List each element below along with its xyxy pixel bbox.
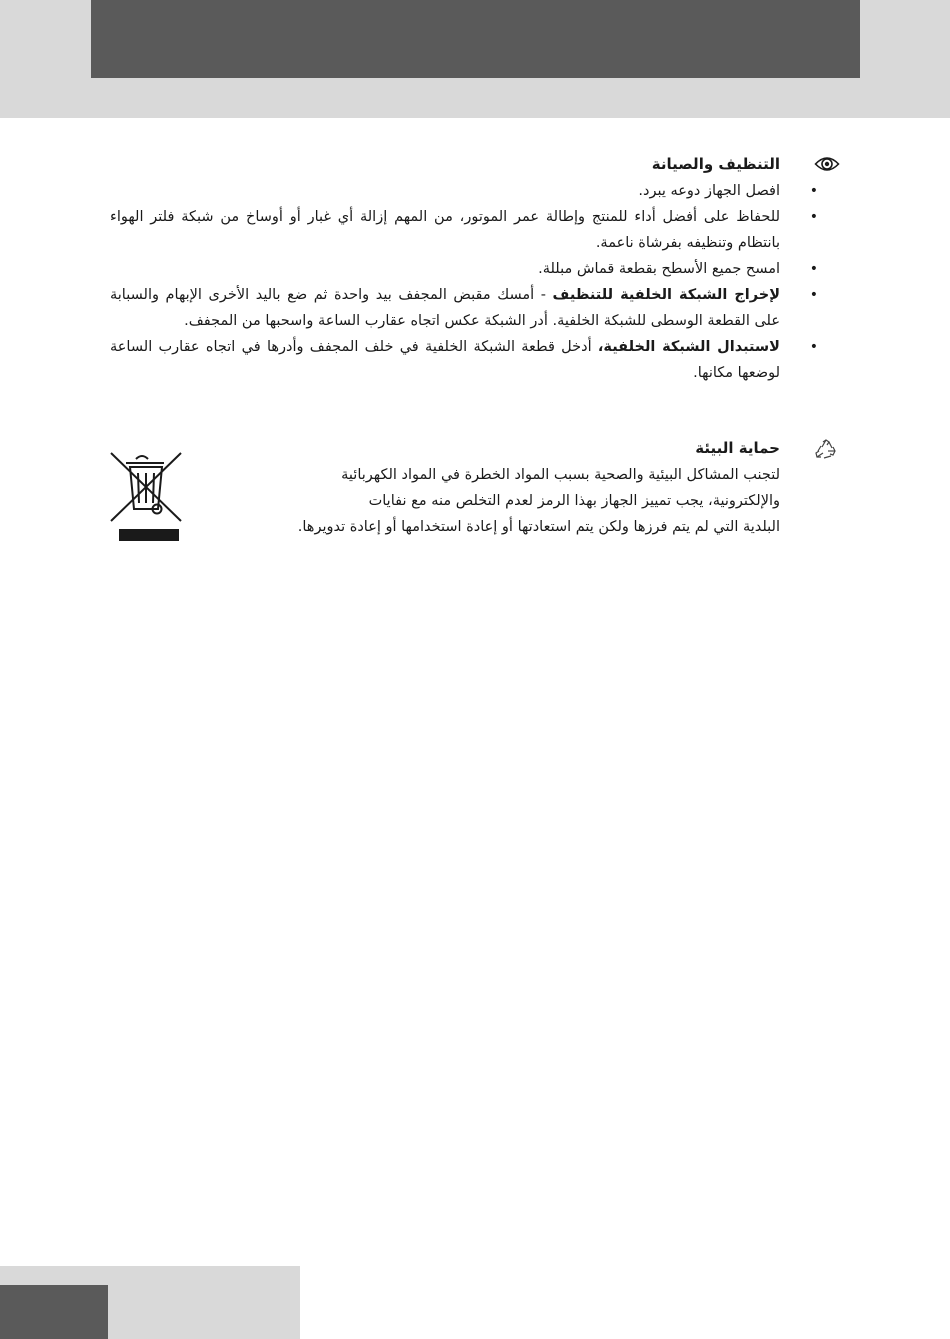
recycle-icon bbox=[814, 438, 838, 462]
weee-crossed-bin-icon bbox=[108, 451, 186, 543]
footer-page-tab bbox=[0, 1285, 108, 1339]
eye-icon bbox=[814, 154, 840, 174]
environment-text: لتجنب المشاكل البيئية والصحية بسبب المواد الخطرة في المواد الكهربائية والإلكترونية، يجب تمييز الجهاز بهذا الرمز لعدم التخلص منه مع نفايات البلدية التي لم يتم فرزها ولكن يتم استعادتها أو إعادة استخدامها أو إعادة تدويرها. bbox=[297, 467, 780, 535]
environment-heading: حماية البيئة bbox=[695, 439, 780, 457]
list-item: • افصل الجهاز دوعه يبرد. bbox=[638, 183, 818, 199]
list-item: • للحفاظ على أفضل أداء للمنتج وإطالة عمر الموتور، من المهم إزالة أي غبار أو أوساخ من شبكة فلتر الهواء بانتظام وتنظيفه بفرشاة ناعمة. bbox=[110, 209, 818, 251]
cleaning-heading: التنظيف والصيانة bbox=[651, 155, 780, 173]
cleaning-list bbox=[110, 178, 818, 386]
environment-section bbox=[110, 438, 780, 540]
list-item: • لاستبدال الشبكة الخلفية، أدخل قطعة الشبكة الخلفية في خلف المجفف وأدرها في اتجاه عقارب الساعة لوضعها مكانها. bbox=[110, 339, 818, 381]
cleaning-section bbox=[110, 154, 818, 386]
header-bar bbox=[91, 0, 860, 78]
list-item: • لإخراج الشبكة الخلفية للتنظيف - أمسك مقبض المجفف بيد واحدة ثم ضع باليد الأخرى الإبهام والسبابة على القطعة الوسطى للشبكة الخلفية. أدر الشبكة عكس اتجاه عقارب الساعة واسحبها من المجفف. bbox=[110, 287, 818, 329]
list-item: • امسح جميع الأسطح بقطعة قماش مبللة. bbox=[538, 261, 818, 277]
